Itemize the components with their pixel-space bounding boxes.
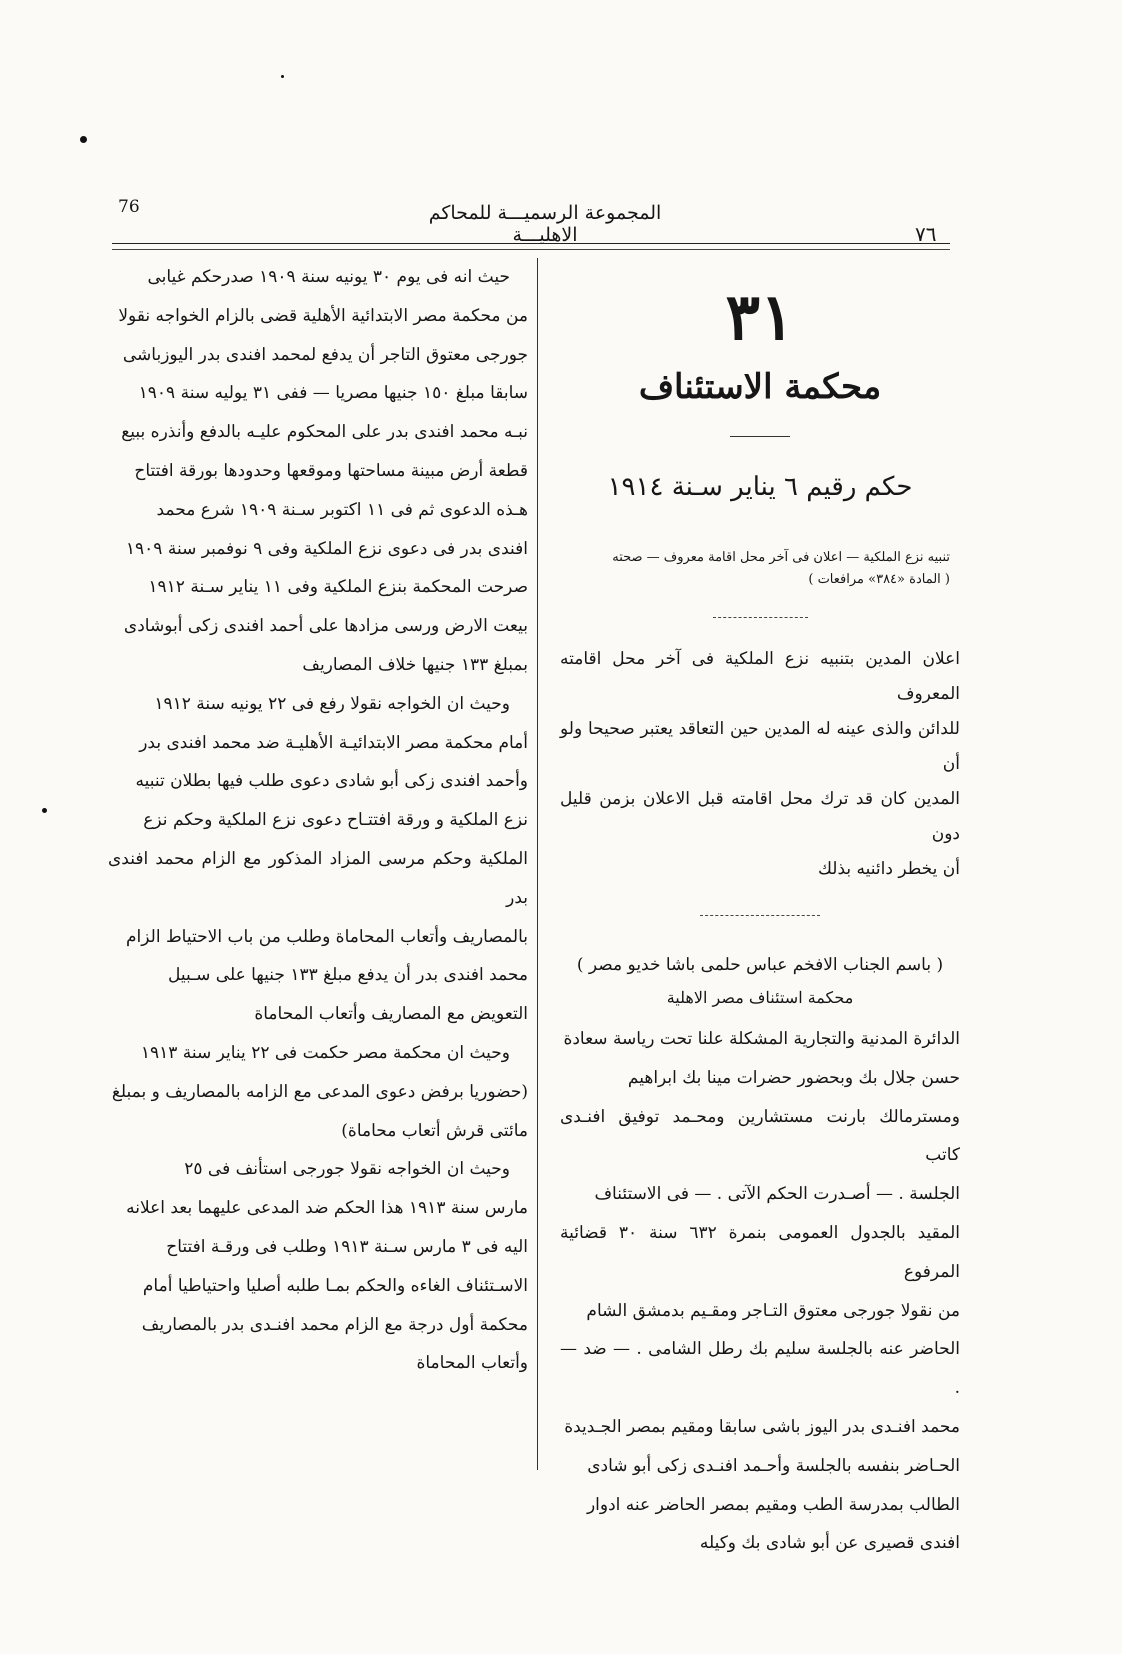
text-line: مائتى قرش أتعاب محاماة) bbox=[341, 1120, 528, 1141]
header-rule bbox=[112, 249, 950, 250]
paragraph bbox=[108, 685, 528, 1034]
ink-dot bbox=[80, 136, 87, 143]
preamble-line: الحاضر عنه بالجلسة سليم بك رطل الشامى . — ضد — . bbox=[560, 1339, 960, 1399]
headnote bbox=[560, 642, 960, 887]
preamble-line: الحـاضر بنفسه بالجلسة وأحـمد افنـدى زكى أبو شادى bbox=[587, 1455, 960, 1476]
text-line: أمام محكمة مصر الابتدائيـة الأهليـة ضد محمد افندى بدر bbox=[139, 732, 528, 753]
judgment-date: حكم رقيم ٦ يناير سـنة ١٩١٤ bbox=[607, 472, 913, 502]
text-line: وحيث ان الخواجه نقولا جورجى استأنف فى ٢٥ bbox=[184, 1159, 510, 1180]
text-line: اليه فى ٣ مارس سـنة ١٩١٣ وطلب فى ورقـة افتتاح bbox=[166, 1236, 528, 1257]
text-line: وحيث ان الخواجه نقولا رفع فى ٢٢ يونيه سنة ١٩١٢ bbox=[154, 693, 510, 714]
left-column bbox=[108, 258, 528, 1383]
text-line: محكمة أول درجة مع الزام محمد افنـدى بدر بالمصاريف bbox=[141, 1314, 528, 1335]
text-line: افندى بدر فى دعوى نزع الملكية وفى ٩ نوفمبر سنة ١٩٠٩ bbox=[125, 538, 528, 559]
judgment-number: ٣١ bbox=[725, 280, 795, 355]
text-line: محمد افندى بدر أن يدفع مبلغ ١٣٣ جنيها على سـبيل bbox=[168, 965, 528, 986]
dashed-divider bbox=[700, 915, 820, 916]
preamble-line: حسن جلال بك وبحضور حضرات مينا بك ابراهيم bbox=[627, 1067, 960, 1088]
paragraph bbox=[108, 1150, 528, 1383]
page-number-latin: 76 bbox=[118, 197, 140, 217]
headnote-line: اعلان المدين بتنبيه نزع الملكية فى آخر محل اقامته المعروف bbox=[560, 649, 960, 704]
text-line: نبـه محمد افندى بدر على المحكوم عليـه بالدفع وأنذره ببيع bbox=[121, 422, 528, 443]
preamble-line: افندى قصيرى عن أبو شادى بك وكيله bbox=[699, 1533, 960, 1554]
text-line: (حضوريا برفض دعوى المدعى مع الزامه بالمصاريف و بمبلغ bbox=[111, 1081, 528, 1102]
text-line: بالمصاريف وأتعاب المحاماة وطلب من باب الاحتياط الزام bbox=[126, 926, 528, 947]
text-line: وحيث ان محكمة مصر حكمت فى ٢٢ يناير سنة ١٩١٣ bbox=[140, 1042, 510, 1063]
text-line: التعويض مع المصاريف وأتعاب المحاماة bbox=[254, 1004, 528, 1025]
text-line: وأحمد افندى زكى أبو شادى دعوى طلب فيها بطلان تنبيه bbox=[135, 771, 528, 792]
text-line: بيعت الارض ورسى مزادها على أحمد افندى زكى أبوشادى bbox=[123, 616, 528, 637]
text-line: سابقا مبلغ ١٥٠ جنيها مصريا — ففى ٣١ يوليه سنة ١٩٠٩ bbox=[138, 383, 528, 404]
dashed-divider bbox=[713, 617, 808, 618]
court-line: محكمة استئناف مصر الاهلية bbox=[666, 988, 854, 1007]
sovereign-line: ( باسم الجناب الافخم عباس حلمى باشا خديو مصر ) bbox=[576, 955, 944, 975]
text-line: الاسـتئناف الغاءه والحكم بمـا طلبه أصليا واحتياطيا أمام bbox=[142, 1275, 528, 1296]
text-line: وأتعاب المحاماة bbox=[416, 1353, 528, 1374]
paragraph bbox=[108, 258, 528, 685]
text-line: صرحت المحكمة بنزع الملكية وفى ١١ يناير سـنة ١٩١٢ bbox=[148, 577, 528, 598]
column-divider bbox=[537, 258, 538, 1470]
running-title: المجموعة الرسميـــة للمحاكم الاهليـــة bbox=[428, 202, 662, 246]
text-line: مارس سنة ١٩١٣ هذا الحكم ضد المدعى عليهما بعد اعلانه bbox=[126, 1198, 528, 1219]
text-line: قطعة أرض مبينة مساحتها وموقعها وحدودها بورقة افتتاح bbox=[134, 460, 528, 481]
ink-dot bbox=[281, 75, 284, 78]
preamble-line: الجلسة . — أصـدرت الحكم الآتى . — فى الاستئناف bbox=[594, 1184, 960, 1205]
preamble-line: من نقولا جورجى معتوق التـاجر ومقـيم بدمشق الشام bbox=[586, 1300, 960, 1321]
ink-dot bbox=[42, 808, 47, 813]
preamble-line: الطالب بمدرسة الطب ومقيم بمصر الحاضر عنه ادوار bbox=[586, 1494, 960, 1515]
preamble-line: محمد افنـدى بدر اليوز باشى سابقا ومقيم بمصر الجـديدة bbox=[564, 1416, 960, 1437]
paragraph bbox=[108, 1034, 528, 1150]
text-line: جورجى معتوق التاجر أن يدفع لمحمد افندى بدر اليوزباشى bbox=[122, 344, 528, 365]
header-rule bbox=[112, 243, 950, 244]
headnote-line: للدائن والذى عينه له المدين حين التعاقد يعتبر صحيحا ولو أن bbox=[560, 719, 960, 774]
preamble-line: المقيد بالجدول العمومى بنمرة ٦٣٢ سنة ٣٠ قضائية المرفوع bbox=[560, 1222, 961, 1282]
preamble-line: الدائرة المدنية والتجارية المشكلة علنا تحت رياسة سعادة bbox=[563, 1029, 960, 1049]
preamble bbox=[560, 1020, 960, 1563]
text-line: بمبلغ ١٣٣ جنيها خلاف المصاريف bbox=[302, 654, 528, 675]
page-number-arabic: ٧٦ bbox=[915, 222, 937, 246]
text-line: من محكمة مصر الابتدائية الأهلية قضى بالزام الخواجه نقولا bbox=[118, 305, 528, 326]
text-line: حيث انه فى يوم ٣٠ يونيه سنة ١٩٠٩ صدرحكم غيابى bbox=[147, 267, 510, 287]
section-divider bbox=[730, 436, 790, 437]
right-column bbox=[560, 270, 960, 1563]
summary-line: ( المادة «٣٨٤» مرافعات ) bbox=[808, 572, 950, 587]
headnote-line: أن يخطر دائنيه بذلك bbox=[817, 859, 960, 879]
court-name: محكمة الاستئناف bbox=[638, 367, 882, 407]
summary-tags bbox=[560, 547, 960, 591]
summary-line: تنبيه نزع الملكية — اعلان فى آخر محل اقامة معروف — صحته bbox=[612, 550, 950, 565]
preamble-line: ومسترمالك بارنت مستشارين ومحـمد توفيق افنـدى كاتب bbox=[560, 1106, 960, 1166]
text-line: الملكية وحكم مرسى المزاد المذكور مع الزام محمد افندى بدر bbox=[108, 848, 528, 908]
headnote-line: المدين كان قد ترك محل اقامته قبل الاعلان بزمن قليل دون bbox=[560, 789, 960, 844]
text-line: نزع الملكية و ورقة افتتـاح دعوى نزع الملكية وحكم نزع bbox=[143, 810, 528, 831]
text-line: هـذه الدعوى ثم فى ١١ اكتوبر سـنة ١٩٠٩ شرع محمد bbox=[156, 499, 528, 520]
